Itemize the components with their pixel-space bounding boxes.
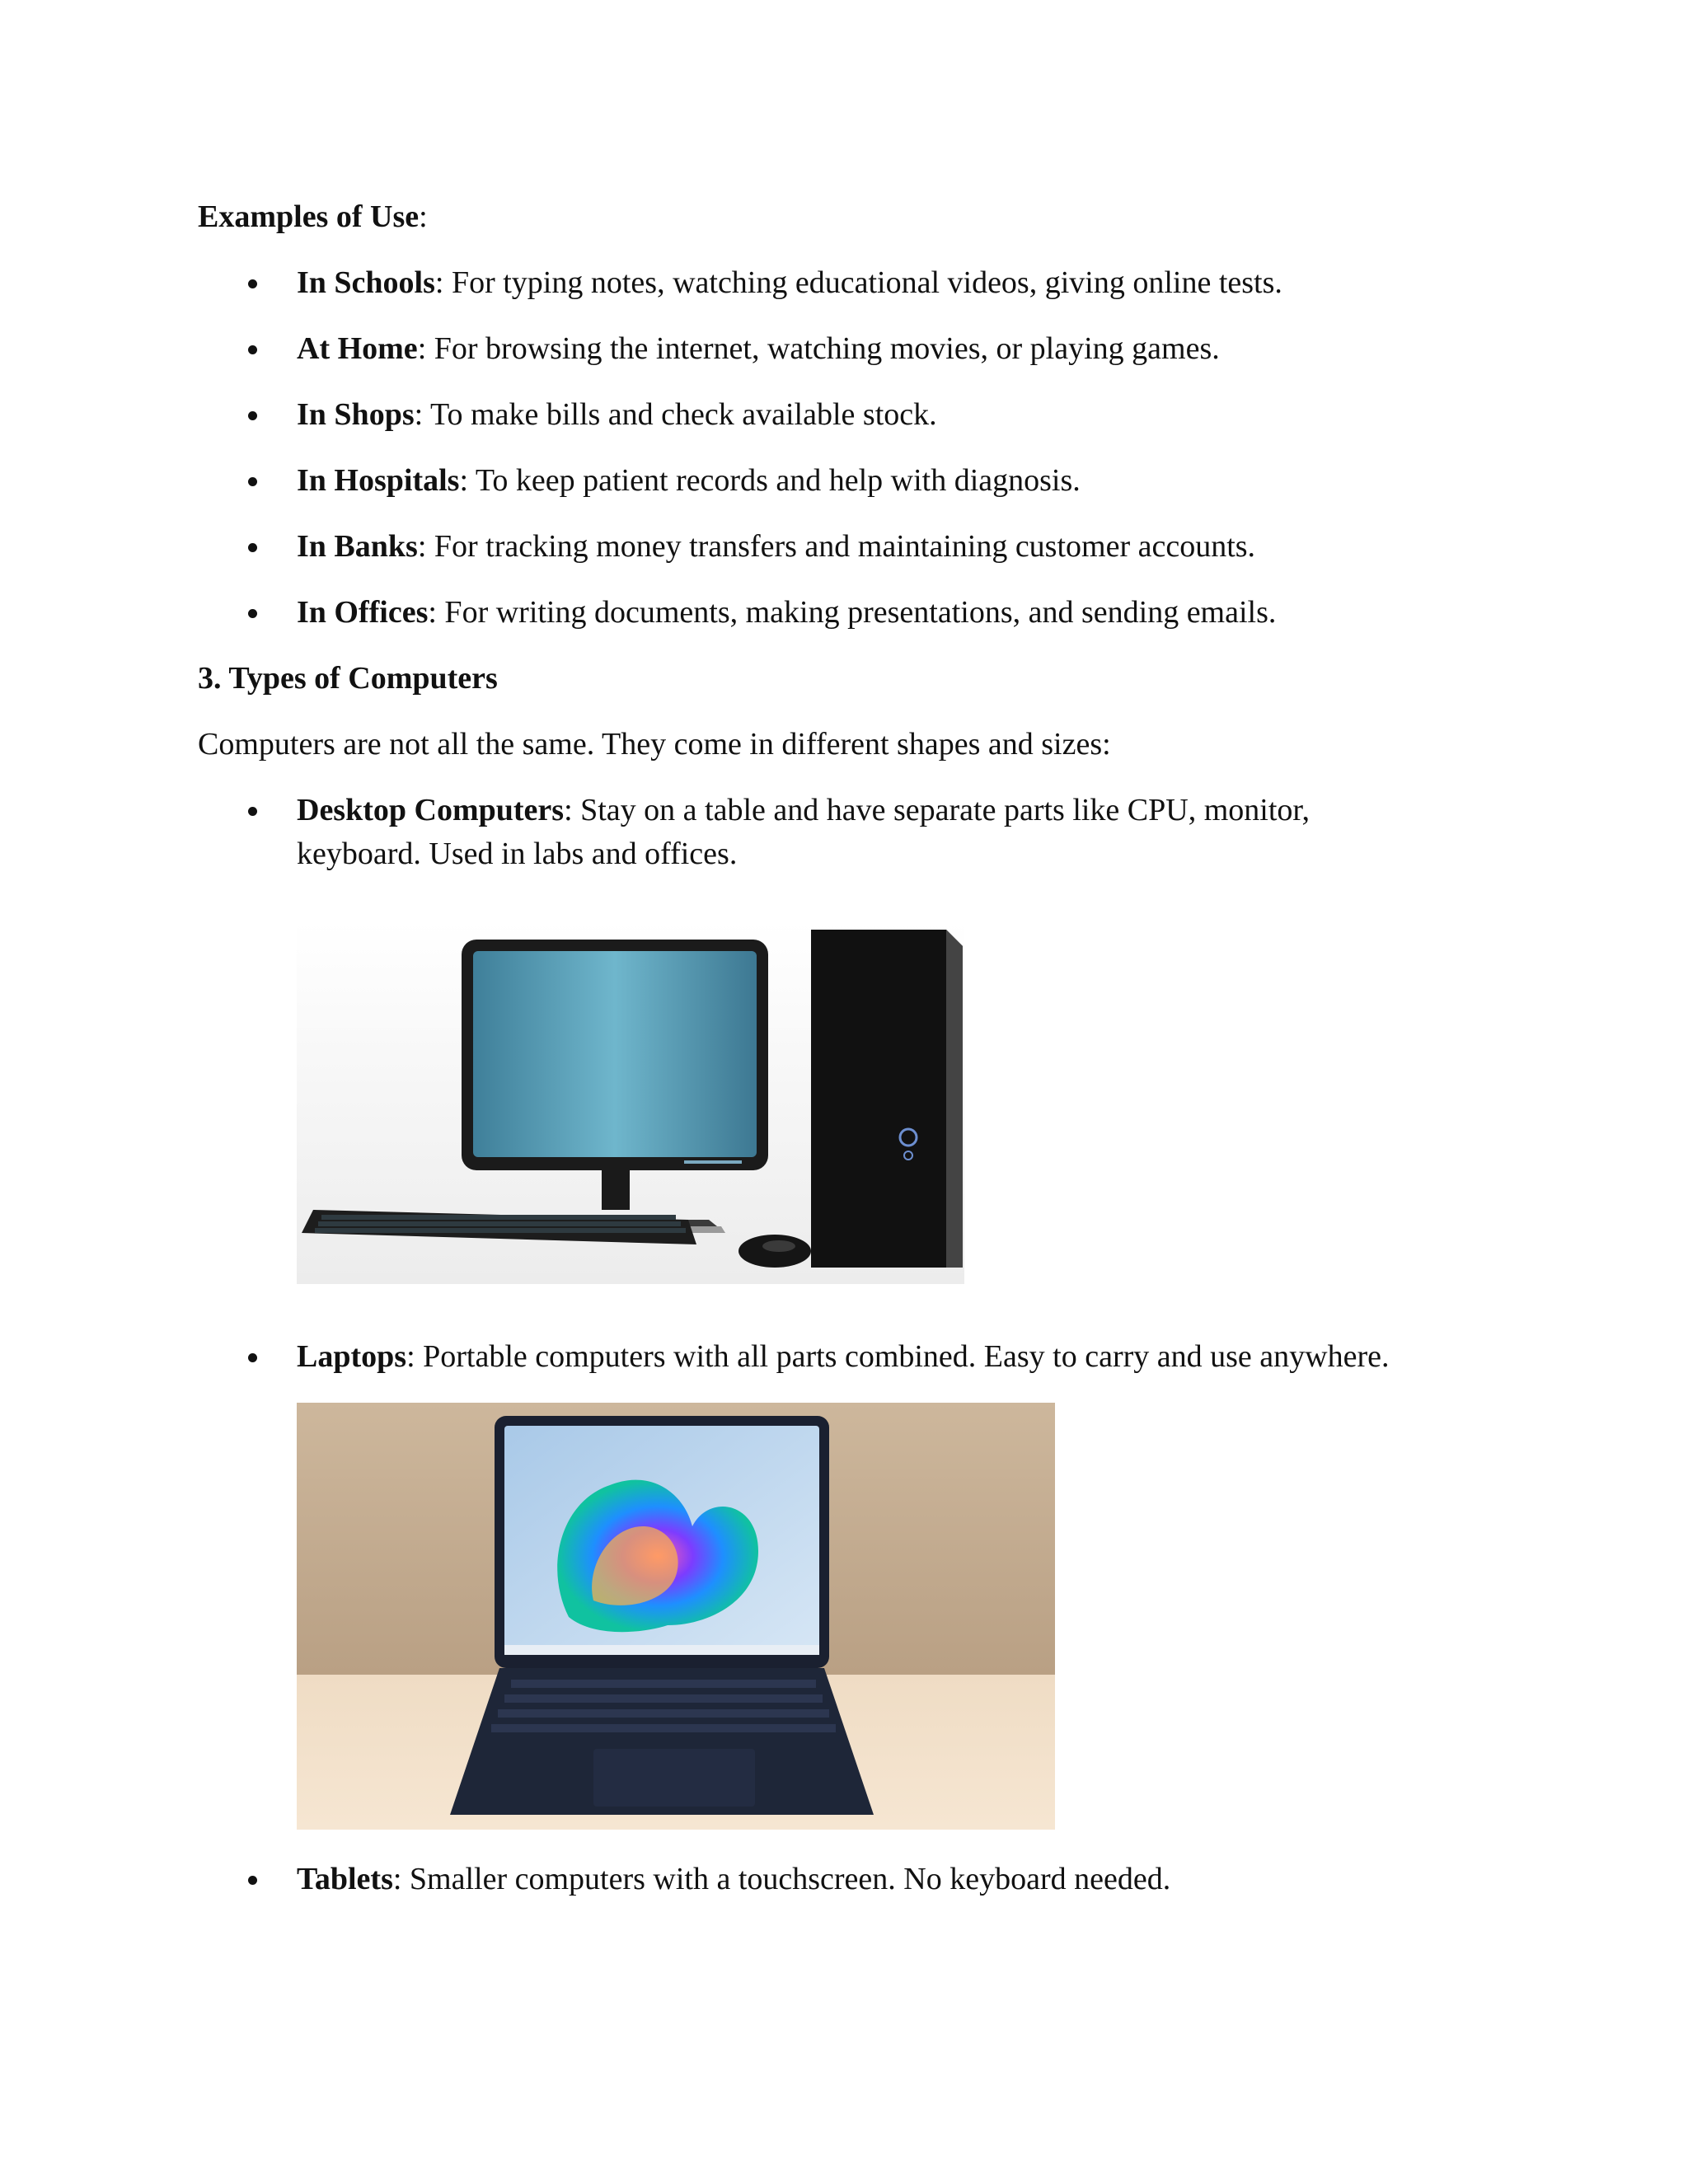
desktop-computer-icon (297, 921, 964, 1284)
laptop-image (297, 1403, 1055, 1830)
list-item: In Hospitals: To keep patient records and help with diagnosis. (297, 463, 1081, 498)
section-heading: 3. Types of Computers (198, 661, 498, 696)
list-item: Laptops: Portable computers with all parts combined. Easy to carry and use anywhere. (297, 1339, 1390, 1374)
bullet-icon (248, 345, 257, 354)
list-item: Desktop Computers: Stay on a table and have separate parts like CPU, monitor, (297, 793, 1311, 827)
desktop-computer-image (297, 921, 964, 1284)
bullet-icon (248, 411, 257, 420)
bullet-icon (248, 477, 257, 486)
list-item: In Banks: For tracking money transfers and maintaining customer accounts. (297, 529, 1256, 564)
list-item: In Shops: To make bills and check available stock. (297, 397, 937, 432)
section-intro: Computers are not all the same. They come in different shapes and sizes: (198, 727, 1111, 762)
bullet-icon (248, 1353, 257, 1362)
bullet-icon (248, 279, 257, 288)
bullet-icon (248, 807, 257, 816)
laptop-icon (297, 1403, 1055, 1830)
list-item-continuation: keyboard. Used in labs and offices. (297, 837, 738, 871)
bullet-icon (248, 609, 257, 618)
list-item: At Home: For browsing the internet, watching movies, or playing games. (297, 331, 1220, 366)
list-item: In Schools: For typing notes, watching educational videos, giving online tests. (297, 265, 1282, 300)
bullet-icon (248, 543, 257, 552)
list-item: In Offices: For writing documents, making presentations, and sending emails. (297, 595, 1277, 630)
bullet-icon (248, 1876, 257, 1885)
list-item: Tablets: Smaller computers with a touchscreen. No keyboard needed. (297, 1862, 1171, 1896)
examples-heading: Examples of Use: (198, 199, 428, 234)
